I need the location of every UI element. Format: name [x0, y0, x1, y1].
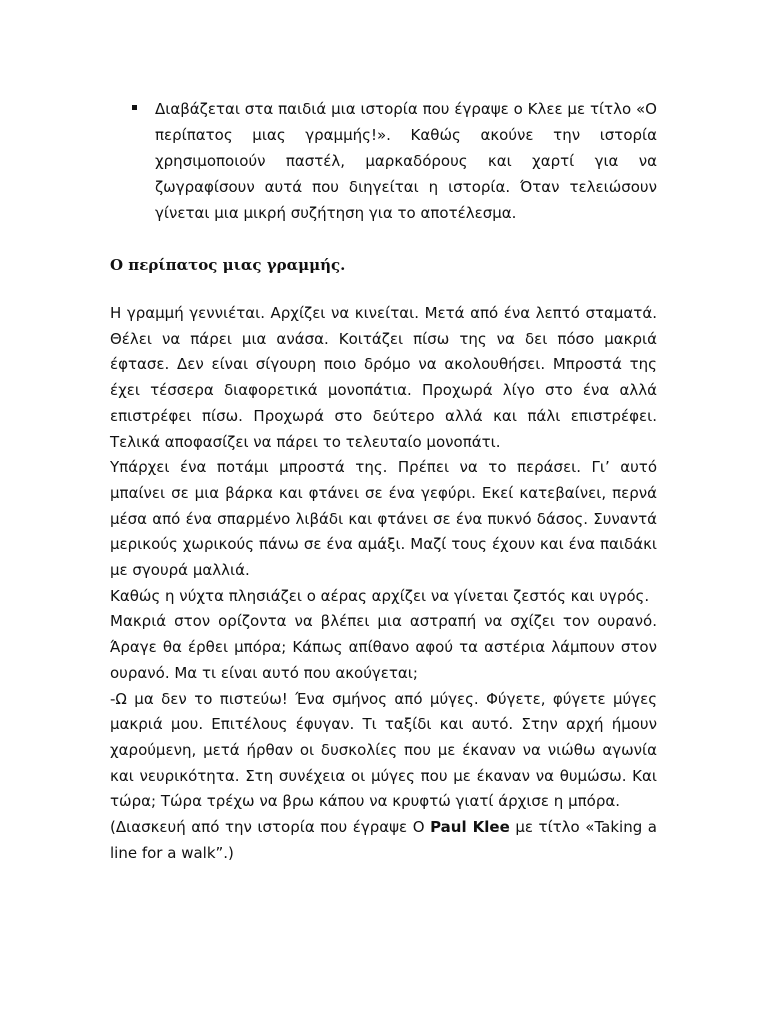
story-paragraph-5: -Ω μα δεν το πιστεύω! Ένα σμήνος από μύγες. Φύγετε, φύγετε μύγες μακριά μου. Επιτέλους έφυγαν. Τι ταξίδι και αυτό. Στην αρχή ήμουν χαρούμενη, μετά ήρθαν οι δυσκολίες που με έκαναν να νιώθω αγωνία και νευρικότητα. Στη συνέχεια οι μύγες που με έκαναν να θυμώσω. Και τώρα; Τώρα τρέχω να βρω κάπου να κρυφτώ γιατί άρχισε η μπόρα.: [110, 689, 657, 811]
credit-prefix: (Διασκευή από την ιστορία που έγραψε Ο: [110, 818, 431, 837]
story-paragraph-1: Η γραμμή γεννιέται. Αρχίζει να κινείται. Μετά από ένα λεπτό σταματά. Θέλει να πάρει μια ανάσα. Κοιτάζει πίσω της να δει πόσο μακριά έφτασε. Δεν είναι σίγουρη ποιο δρόμο να ακολουθήσει. Μπροστά της έχει τέσσερα διαφορετικά μονοπάτια. Προχωρά λίγο στο ένα αλλά επιστρέφει πίσω. Προχωρά στο δεύτερο αλλά και πάλι επιστρέφει. Τελικά αποφασίζει να πάρει το τελευταίο μονοπάτι.: [110, 304, 657, 451]
story-body: [110, 301, 657, 866]
intro-bullet-text: Διαβάζεται στα παιδιά μια ιστορία που έγραψε ο Κλεε με τίτλο «Ο περίπατος μιας γραμμής!». Καθώς ακούνε την ιστορία χρησιμοποιούν παστέλ, μαρκαδόρους και χαρτί για να ζωγραφίσουν αυτά που διηγείται η ιστορία. Όταν τελειώσουν γίνεται μια μικρή συζήτηση για το αποτέλεσμα.: [155, 100, 657, 222]
credit-author: Paul Klee: [430, 818, 510, 837]
story-credit: [110, 815, 657, 866]
story-title: Ο περίπατος μιας γραμμής.: [110, 256, 346, 274]
story-paragraph-2: Υπάρχει ένα ποτάμι μπροστά της. Πρέπει να το περάσει. Γι’ αυτό μπαίνει σε μια βάρκα και φτάνει σε ένα γεφύρι. Εκεί κατεβαίνει, περνά μέσα από ένα σπαρμένο λιβάδι και φτάνει σε ένα πυκνό δάσος. Συναντά μερικούς χωρικούς πάνω σε ένα αμάξι. Μαζί τους έχουν και ένα παιδάκι με σγουρά μαλλιά.: [110, 458, 657, 580]
bullet-square-icon: [132, 105, 137, 110]
story-paragraph-4: Μακριά στον ορίζοντα να βλέπει μια αστραπή να σχίζει τον ουρανό. Άραγε θα έρθει μπόρα; Κάπως απίθανο αφού τα αστέρια λάμπουν στον ουρανό. Μα τι είναι αυτό που ακούγεται;: [110, 612, 657, 682]
credit-suffix: με τίτλο «Taking a line for a walk”.): [110, 818, 657, 862]
story-paragraph-3: Καθώς η νύχτα πλησιάζει ο αέρας αρχίζει να γίνεται ζεστός και υγρός.: [110, 586, 650, 605]
